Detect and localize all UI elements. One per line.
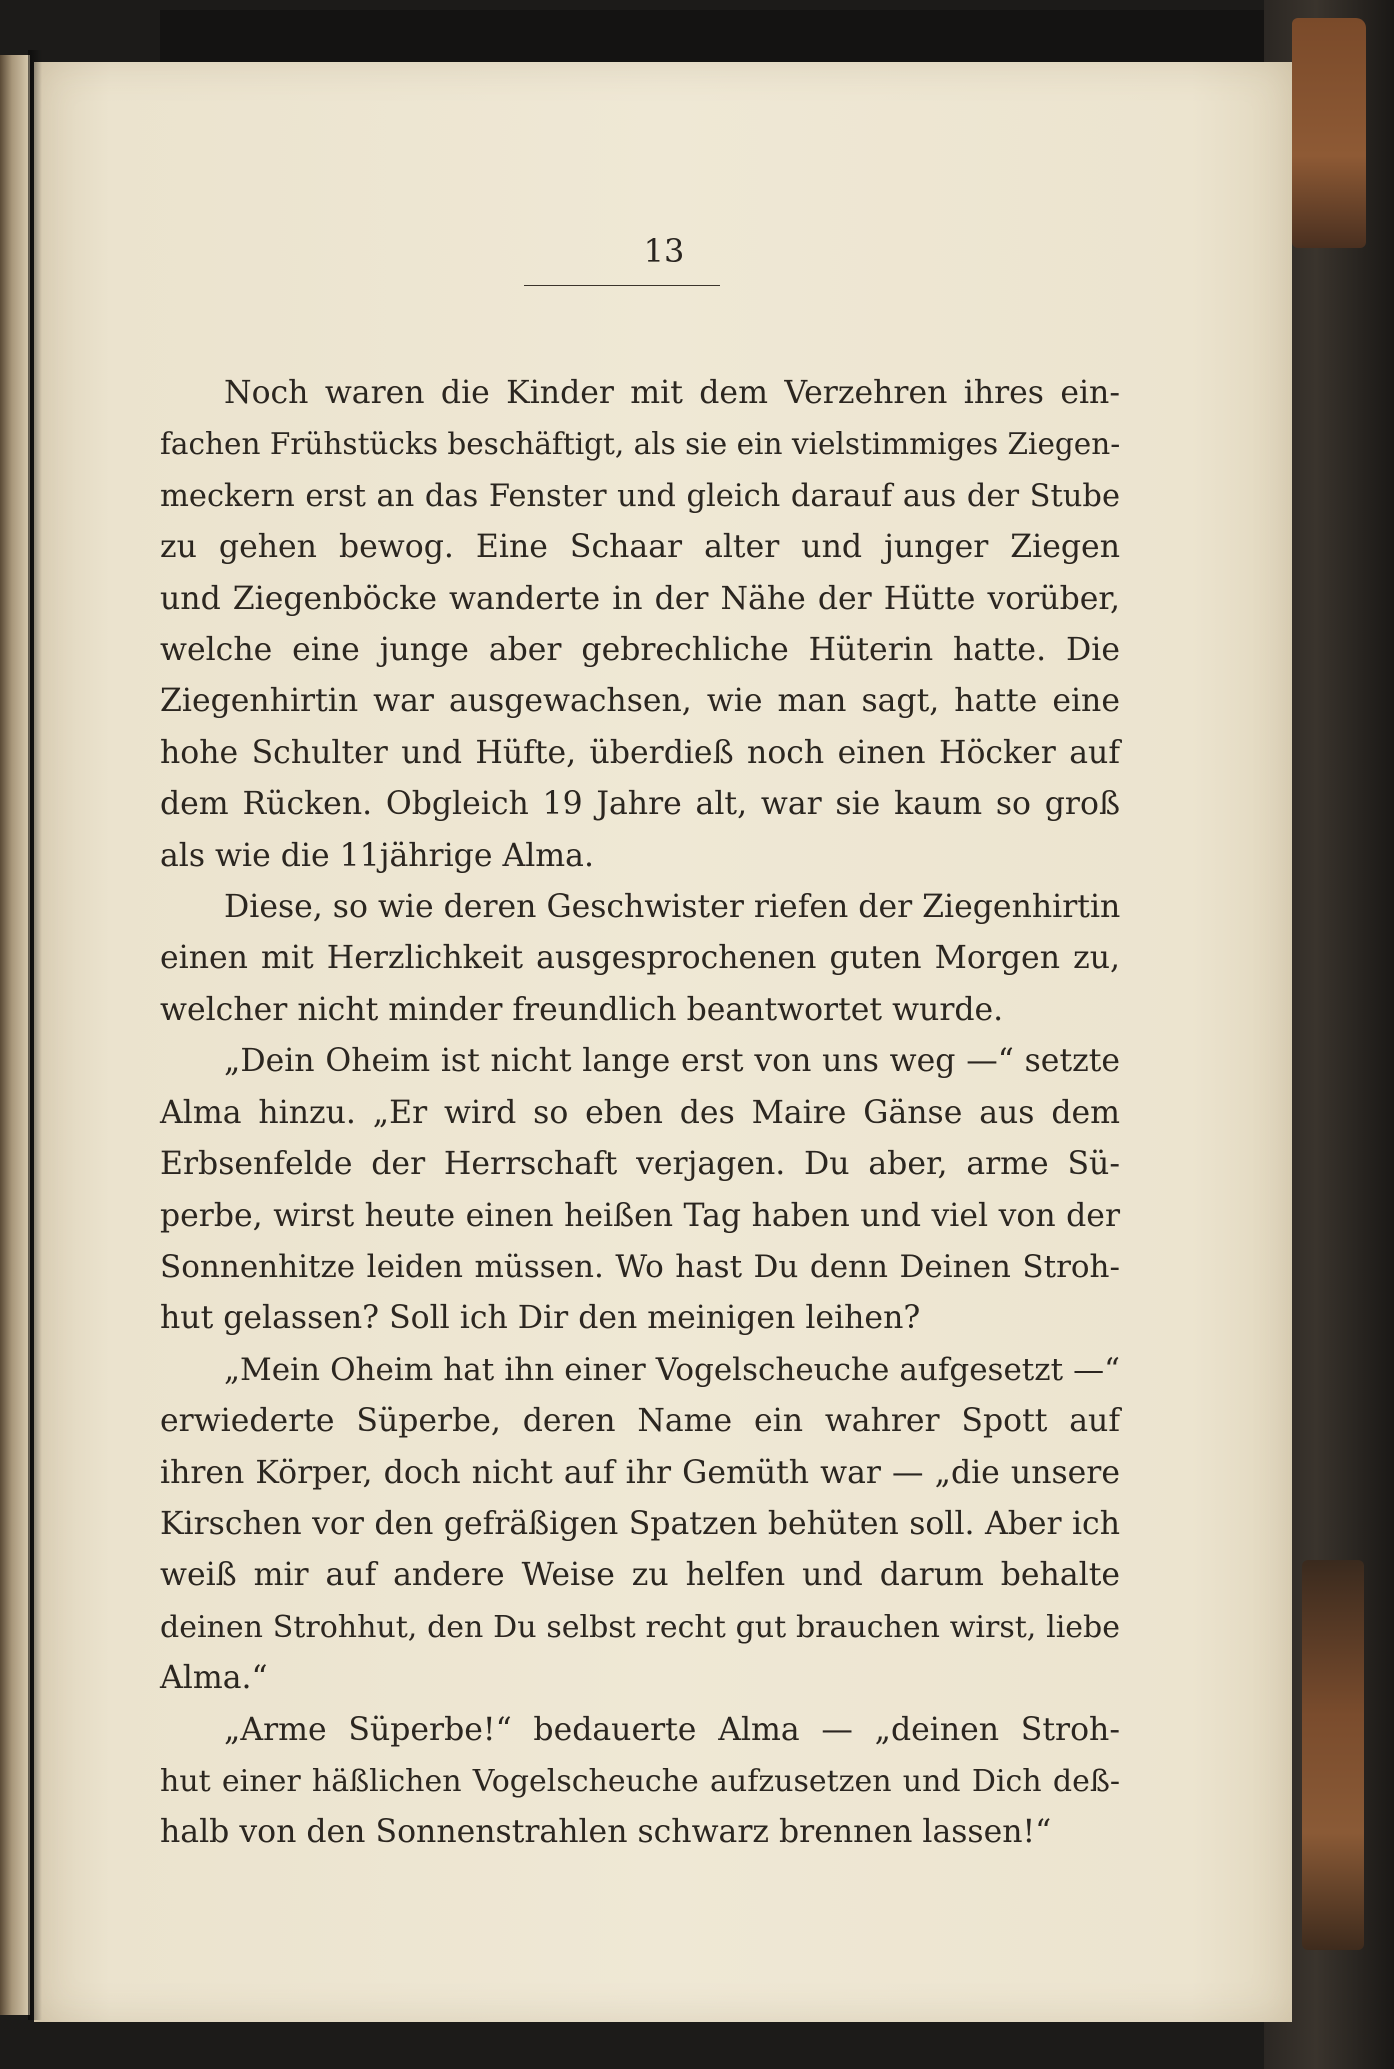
text-line: ihren Körper, doch nicht auf ihr Gemüth war — „die unsere: [160, 1454, 1120, 1491]
text-line: welcher nicht minder freundlich beantwortet wurde.: [160, 991, 1004, 1028]
text-line: hut einer häßlichen Vogelscheuche aufzusetzen und Dich deß-: [160, 1763, 1120, 1799]
book-top-edge: [160, 10, 1280, 70]
paragraph: [160, 1345, 1120, 1705]
text-line: perbe, wirst heute einen heißen Tag haben und viel von der: [160, 1197, 1120, 1234]
text-line: dem Rücken. Obgleich 19 Jahre alt, war sie kaum so groß: [160, 786, 1120, 823]
spine-shadow: [28, 50, 42, 2020]
text-line: als wie die 11jährige Alma.: [160, 837, 594, 874]
text-line: zu gehen bewog. Eine Schaar alter und junger Ziegen: [160, 529, 1120, 566]
text-line: Ziegenhirtin war ausgewachsen, wie man sagt, hatte eine: [160, 683, 1120, 720]
text-line: Alma hinzu. „Er wird so eben des Maire Gänse aus dem: [160, 1094, 1120, 1131]
text-line: einen mit Herzlichkeit ausgesprochenen guten Morgen zu,: [160, 940, 1120, 977]
text-line: Alma.“: [160, 1660, 268, 1697]
text-line: fachen Frühstücks beschäftigt, als sie ein vielstimmiges Ziegen-: [160, 427, 1121, 462]
text-line: „Dein Oheim ist nicht lange erst von uns weg —“ setzte: [224, 1043, 1120, 1080]
text-line: weiß mir auf andere Weise zu helfen und darum behalte: [160, 1557, 1120, 1594]
text-line: hohe Schulter und Hüfte, überdieß noch einen Höcker auf: [160, 734, 1120, 771]
text-line: Diese, so wie deren Geschwister riefen der Ziegenhirtin: [224, 889, 1121, 926]
leather-spine-bottom: [1302, 1560, 1364, 1950]
text-line: Erbsenfelde der Herrschaft verjagen. Du aber, arme Sü-: [160, 1146, 1120, 1183]
text-line: meckern erst an das Fenster und gleich darauf aus der Stube: [160, 478, 1120, 514]
text-line: Kirschen vor den gefräßigen Spatzen behüten soll. Aber ich: [160, 1505, 1120, 1542]
body-text: [160, 368, 1120, 1859]
facing-page-edge: [0, 55, 30, 2015]
leather-corner-top: [1292, 18, 1366, 248]
text-line: welche eine junge aber gebrechliche Hüterin hatte. Die: [160, 632, 1120, 669]
paragraph: [160, 882, 1120, 1036]
book-page: [34, 62, 1292, 2022]
paragraph: [160, 1705, 1120, 1859]
text-line: „Arme Süperbe!“ bedauerte Alma — „deinen Stroh-: [224, 1711, 1120, 1748]
paragraph: [160, 368, 1120, 882]
text-line: und Ziegenböcke wanderte in der Nähe der Hütte vorüber,: [160, 580, 1120, 617]
paragraph: [160, 1036, 1120, 1344]
text-line: Noch waren die Kinder mit dem Verzehren ihres ein-: [224, 375, 1120, 411]
text-line: erwiederte Süperbe, deren Name ein wahrer Spott auf: [160, 1403, 1120, 1440]
header-rule: [524, 285, 720, 286]
text-line: „Mein Oheim hat ihn einer Vogelscheuche aufgesetzt —“: [224, 1351, 1120, 1388]
page-number: 13: [643, 232, 685, 270]
text-line: Sonnenhitze leiden müssen. Wo hast Du denn Deinen Stroh-: [160, 1248, 1120, 1285]
text-line: deinen Strohhut, den Du selbst recht gut brauchen wirst, liebe: [160, 1609, 1120, 1645]
text-line: halb von den Sonnenstrahlen schwarz brennen lassen!“: [160, 1814, 1052, 1851]
text-line: hut gelassen? Soll ich Dir den meinigen leihen?: [160, 1300, 921, 1337]
